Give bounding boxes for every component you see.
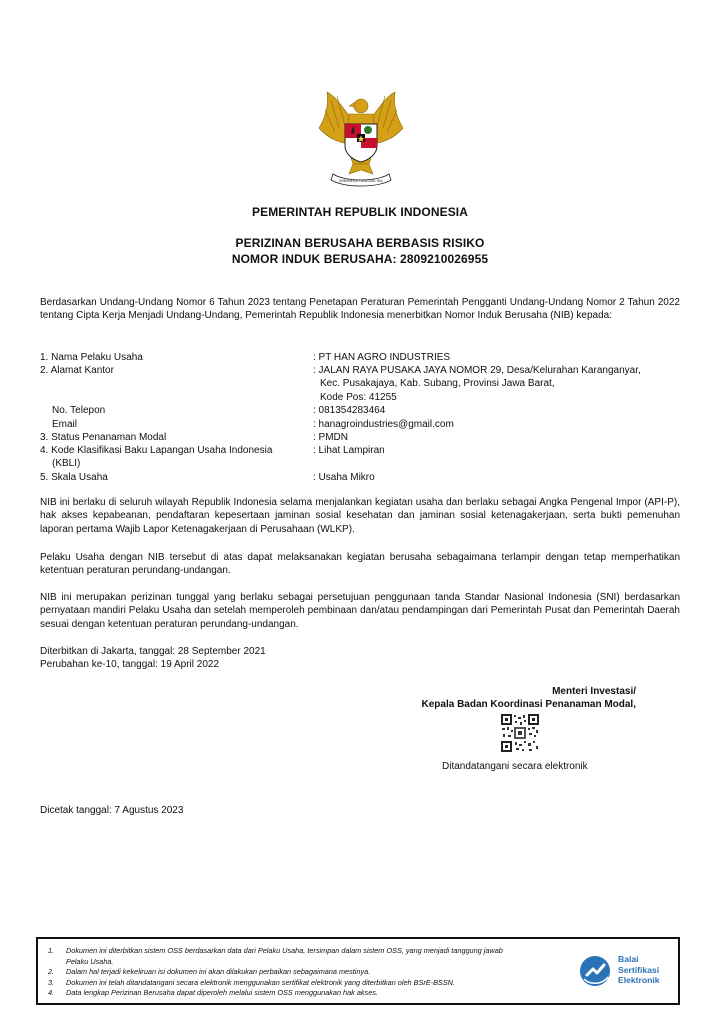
document-title: PERIZINAN BERUSAHA BERBASIS RISIKO	[235, 236, 485, 250]
footer-note	[48, 978, 578, 989]
field-value: : Lihat Lampiran	[313, 445, 385, 456]
bsre-line-3: Elektronik	[618, 975, 660, 985]
note-number: 4.	[48, 988, 55, 998]
printed-date: Dicetak tanggal: 7 Agustus 2023	[40, 805, 184, 816]
conduct-paragraph: Pelaku Usaha dengan NIB tersebut di atas dapat melaksanakan kegiatan berusaha sebagaimana terlampir dengan tetap memperhatikan ketentuan peraturan perundang-undangan.	[40, 552, 680, 577]
note-number: 3.	[48, 977, 55, 987]
issued-date: Diterbitkan di Jakarta, tanggal: 28 September 2021	[40, 646, 266, 657]
note-text: Dokumen ini telah ditandatangani secara elektronik menggunakan sertifikat elektronik yang diterbitkan oleh BSrE-BSSN.	[66, 977, 455, 987]
bsre-logo	[578, 953, 678, 993]
address-line-3: Kode Pos: 41255	[320, 391, 397, 403]
emblem-motto: BHINNEKA TUNGGAL IKA	[339, 179, 383, 183]
amendment-date: Perubahan ke-10, tanggal: 19 April 2022	[40, 659, 220, 670]
sni-paragraph: NIB ini merupakan perizinan tunggal yang berlaku sebagai persetujuan penggunaan tanda Standar Nasional Indonesia (SNI) berdasarkan pernyataan mandiri Pelaku Usaha dan setelah memperoleh pembinaan dan/atau pendampingan dari Pemerintah Pusat dan Pemerintah Daerah sesuai dengan ketentuan peraturan perundang-undangan.	[40, 592, 680, 630]
field-value: : PT HAN AGRO INDUSTRIES	[313, 352, 451, 363]
field-value: : hanagroindustries@gmail.com	[313, 419, 454, 430]
bsre-line-1: Balai	[618, 954, 639, 964]
qr-code-icon	[500, 713, 540, 753]
note-number: 2.	[48, 967, 55, 977]
address-line-1: : JALAN RAYA PUSAKA JAYA NOMOR 29, Desa/Kelurahan Karanganyar,	[313, 365, 641, 376]
bsre-emblem-icon	[578, 953, 614, 989]
validity-paragraph: NIB ini berlaku di seluruh wilayah Republik Indonesia selama menjalankan kegiatan usaha dan berlaku sebagai Angka Pengenal Impor (API-P), hak akses kepabeanan, pendaftaran kepesertaan jaminan sosial kesehatan dan jaminan sosial ketenagakerjaan, serta bukti pemenuhan laporan pertama Wajib Lapor Ketenagakerjaan di Perusahaan (WLKP).	[40, 497, 680, 535]
field-label-line-1: 4. Kode Klasifikasi Baku Lapangan Usaha Indonesia	[40, 445, 273, 456]
field-label: 5. Skala Usaha	[40, 472, 108, 483]
field-label: 3. Status Penanaman Modal	[40, 432, 167, 443]
signatory-title: Menteri Investasi/	[552, 686, 636, 697]
field-label: Email	[52, 419, 78, 430]
note-number: 1.	[48, 946, 55, 955]
field-value: : Usaha Mikro	[313, 472, 375, 483]
field-value: : 081354283464	[313, 405, 386, 416]
field-value	[313, 364, 693, 404]
signed-electronically: Ditandatangani secara elektronik	[442, 761, 588, 772]
footer-note	[48, 967, 578, 978]
field-value: : PMDN	[313, 432, 348, 443]
nib-number: NOMOR INDUK BERUSAHA: 2809210026955	[231, 252, 489, 266]
signatory-office: Kepala Badan Koordinasi Penanaman Modal,	[421, 699, 636, 710]
field-label: 2. Alamat Kantor	[40, 365, 114, 376]
note-text: Data lengkap Perizinan Berusaha dapat diperoleh melalui sistem OSS menggunakan hak akses.	[66, 988, 378, 998]
address-line-2: Kec. Pusakajaya, Kab. Subang, Provinsi Jawa Barat,	[320, 378, 555, 390]
note-text-continued: Pelaku Usaha.	[66, 956, 114, 966]
footer-notes-list	[48, 946, 578, 999]
note-text: Dalam hal terjadi kekeliruan isi dokumen ini akan dilakukan perbaikan sebagaimana mestinya.	[66, 967, 371, 977]
garuda-pancasila-emblem	[309, 88, 413, 190]
field-label-line-2: (KBLI)	[52, 458, 81, 470]
bsre-logo-text	[618, 954, 660, 986]
footer-note	[48, 988, 578, 999]
field-label	[40, 444, 310, 471]
document-issuer: PEMERINTAH REPUBLIK INDONESIA	[251, 205, 469, 219]
field-label: No. Telepon	[52, 405, 106, 416]
intro-paragraph: Berdasarkan Undang-Undang Nomor 6 Tahun 2023 tentang Penetapan Peraturan Pemerintah Pengganti Undang-Undang Nomor 2 Tahun 2022 tentang Cipta Kerja Menjadi Undang-Undang, Pemerintah Republik Indonesia menerbitkan Nomor Induk Berusaha (NIB) kepada:	[40, 297, 680, 322]
field-label: 1. Nama Pelaku Usaha	[40, 352, 143, 363]
footer-note	[48, 946, 578, 967]
footer-notes-box	[36, 937, 680, 1005]
note-text: Dokumen ini diterbitkan sistem OSS berdasarkan data dari Pelaku Usaha, tersimpan dalam sistem OSS, yang menjadi tanggung jawab	[66, 946, 503, 955]
bsre-line-2: Sertifikasi	[618, 964, 660, 975]
